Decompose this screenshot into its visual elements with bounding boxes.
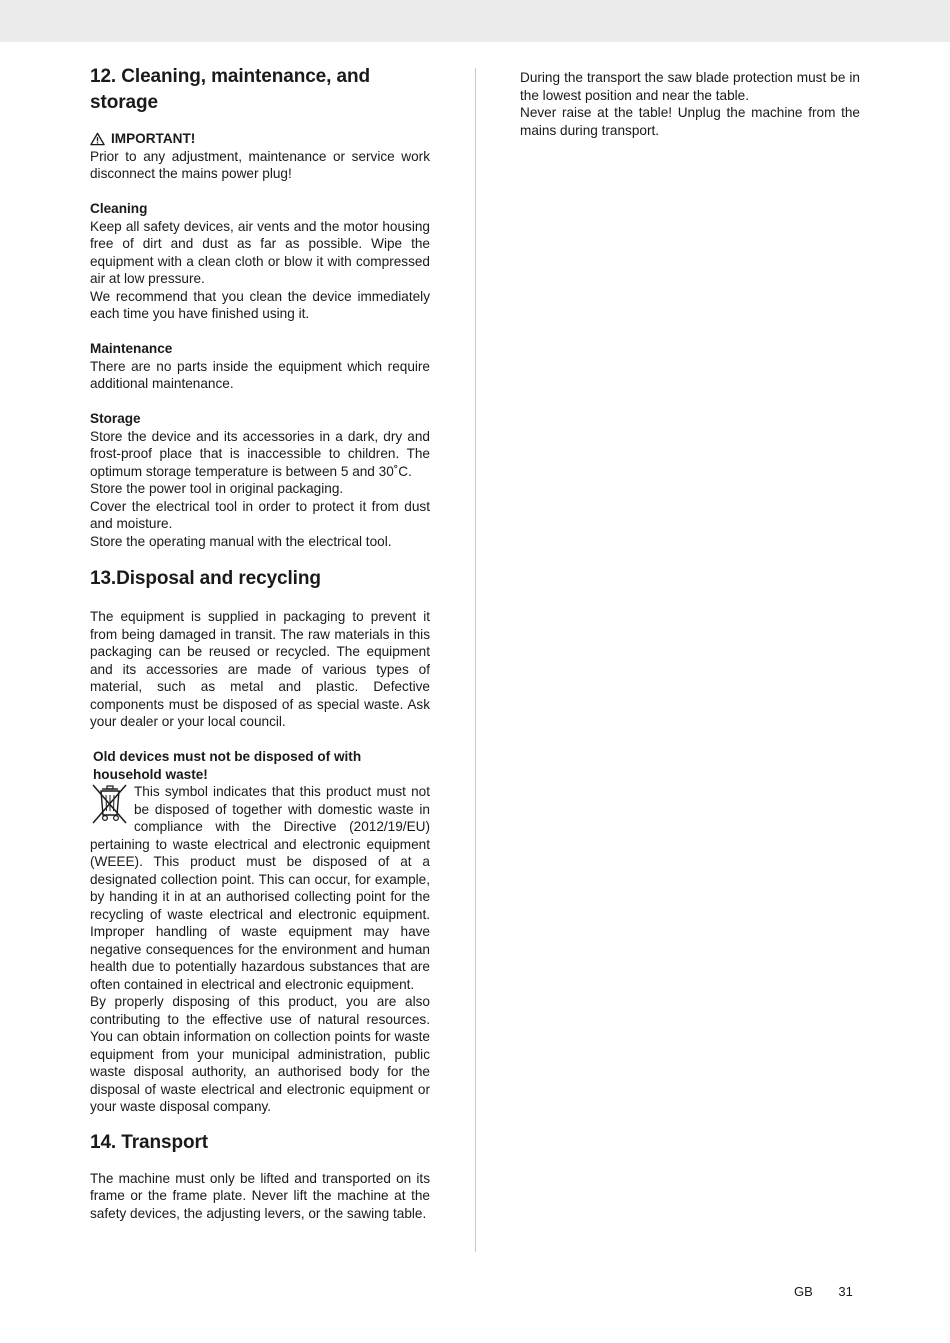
important-text: Prior to any adjustment, maintenance or service work disconnect the mains power plug!	[90, 148, 430, 181]
cleaning-text: Keep all safety devices, air vents and the motor housing free of dirt and dust as far as possible. Wipe the equipment with a clean cloth or blow it with compressed air at low pressure.	[90, 218, 430, 286]
disposal-text: The equipment is supplied in packaging to prevent it from being damaged in transit. The raw materials in this packaging can be reused or recycled. The equipment and its accessories are made of various types of material, such as metal and plastic. Defective components must be disposed of as special waste. Ask your dealer or your local council.	[90, 609, 430, 729]
storage-text-2: Store the power tool in original packaging.	[90, 481, 344, 496]
maintenance-text: There are no parts inside the equipment which require additional maintenance.	[90, 358, 430, 391]
transport-heading: 14. Transport	[90, 1131, 209, 1153]
weee-heading: Old devices must not be disposed of with household waste!	[93, 749, 362, 782]
storage-subheading: Storage	[90, 411, 141, 426]
top-band	[0, 0, 950, 42]
weee-block	[90, 783, 430, 993]
cleaning-text-2: We recommend that you clean the device immediately each time you have finished using it.	[90, 288, 430, 321]
transport-text-right-2: Never raise at the table! Unplug the machine from the mains during transport.	[520, 105, 860, 138]
cleaning-subheading: Cleaning	[90, 201, 148, 216]
storage-text-4: Store the operating manual with the electrical tool.	[90, 533, 392, 549]
crossed-out-wheelie-bin-icon	[90, 783, 128, 825]
column-divider	[475, 68, 476, 1252]
page-number: 31	[838, 1284, 853, 1299]
storage-text-3: Cover the electrical tool in order to protect it from dust and moisture.	[90, 498, 430, 531]
page-footer	[794, 1284, 853, 1300]
left-column	[90, 64, 430, 1222]
warning-triangle-icon	[90, 132, 105, 146]
right-column	[520, 69, 860, 139]
disposal-heading: 13.Disposal and recycling	[90, 568, 321, 589]
footer-language: GB	[794, 1284, 813, 1299]
weee-text-2: By properly disposing of this product, you are also contributing to the effective use of natural resources. You can obtain information on collection points for waste equipment from your municipal administration, public waste disposal authority, an authorised body for the disposal of waste electrical and electronic equipment or your waste disposal company.	[90, 994, 430, 1114]
maintenance-subheading: Maintenance	[90, 341, 173, 356]
transport-text-right-1: During the transport the saw blade protection must be in the lowest position and near the table.	[520, 70, 860, 103]
storage-text-1: Store the device and its accessories in a dark, dry and frost-proof place that is inaccessible to children. The optimum storage temperature is between 5 and 30˚C.	[90, 428, 430, 479]
weee-text-1: This symbol indicates that this product must not be disposed of together with domestic waste in compliance with the Directive (2012/19/EU) pertaining to waste electrical and electronic equipment (WEEE). This product must be disposed of at a designated collection point. This can occur, for example, by handing it in at an authorised collecting point for the recycling of waste electrical and electronic equipment. Improper handling of waste equipment may have negative consequences for the environment and human health due to potentially hazardous substances that are often contained in electrical and electronic equipment.	[90, 784, 430, 992]
important-label: IMPORTANT!	[111, 131, 196, 146]
transport-text: The machine must only be lifted and transported on its frame or the frame plate. Never lift the machine at the safety devices, the adjusting levers, or the sawing table.	[90, 1170, 430, 1221]
important-notice	[90, 130, 430, 148]
cleaning-heading: 12. Cleaning, maintenance, and storage	[90, 66, 370, 113]
